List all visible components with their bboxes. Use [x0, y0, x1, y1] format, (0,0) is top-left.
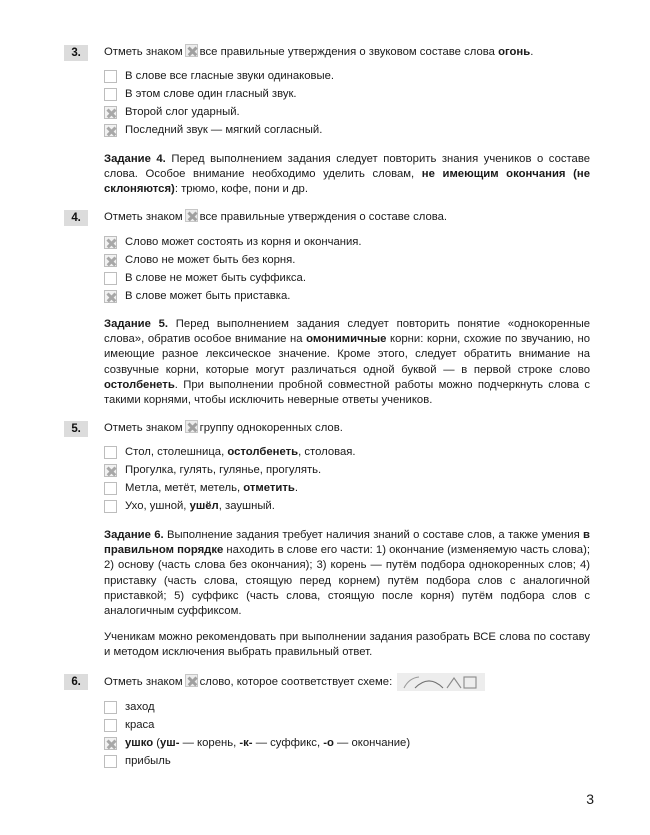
option-root-morpheme: уш- [160, 736, 180, 749]
option-text-post: , столовая. [298, 446, 356, 459]
task-3-prompt-text-after: все правильные утверждения о звуковом составе слова [199, 46, 495, 58]
option-text-bold: остолбенеть [227, 446, 299, 459]
checkbox-unchecked[interactable] [104, 70, 117, 83]
checkbox-unchecked[interactable] [104, 719, 117, 732]
task-5-prompt-text-before: Отметь знаком [104, 422, 183, 435]
explanation-title: Задание 4. [104, 152, 166, 165]
option-ending-morpheme: -о [323, 736, 334, 749]
task-5 [60, 420, 590, 515]
task-6-prompt [104, 673, 590, 691]
option-text-post: . [294, 482, 298, 495]
option-label: Слово может состоять из корня и окончания. [125, 235, 362, 248]
checkbox-checked[interactable] [104, 106, 117, 119]
explanation-title: Задание 5. [104, 318, 169, 331]
checkbox-unchecked[interactable] [104, 500, 117, 513]
x-mark-icon [185, 209, 198, 222]
task-6-prompt-text-before: Отметь знаком [104, 675, 183, 688]
option-label: краса [125, 718, 155, 731]
option-label [117, 445, 356, 461]
option-root-desc: — корень, [179, 736, 240, 749]
task-3 [60, 44, 590, 139]
root-arc-icon [415, 681, 443, 688]
option-label: В слове все гласные звуки одинаковые. [125, 70, 335, 83]
option-label: В слове не может быть суффикса. [125, 271, 306, 284]
task-6 [60, 673, 590, 770]
task-3-option-1[interactable] [104, 69, 590, 85]
explanation-bold-2: остолбенеть [104, 378, 175, 391]
explanation-task-5 [104, 317, 590, 408]
option-label: заход [125, 700, 155, 713]
checkbox-checked[interactable] [104, 464, 117, 477]
task-3-option-3[interactable] [104, 105, 590, 121]
option-paren-open: ( [153, 736, 161, 749]
explanation-note: Ученикам можно рекомендовать при выполнении задания разобрать ВСЕ слова по составу и методом исключения выбрать правильный ответ. [104, 631, 590, 659]
option-label: В этом слове один гласный звук. [125, 88, 297, 101]
option-text-pre: Ухо, ушной, [125, 500, 190, 513]
task-3-prompt-word: огонь [498, 46, 531, 58]
task-number-badge-3: 3. [64, 45, 88, 61]
explanation-part-2: находить в слове его части: 1) окончание (изменяемую часть слова); 2) основу (часть слова без окончания); 3) корень — путём подбора однокоренных слов; 4) приставку (часть слова, стоящую перед корнем) путём подбора слов с аналогичной приставкой; 5) суффикс (часть слова, стоящую после корня) путём подбора слов с аналогичным суффиксом. [104, 544, 590, 617]
task-4-options [104, 235, 590, 305]
task-5-option-4[interactable] [104, 499, 590, 515]
task-4-option-2[interactable] [104, 253, 590, 269]
task-6-option-3[interactable] [104, 736, 590, 752]
checkbox-unchecked[interactable] [104, 446, 117, 459]
ending-square-icon [464, 677, 476, 688]
option-label: В слове может быть приставка. [125, 289, 291, 302]
option-word: ушко [125, 736, 154, 749]
task-6-option-2[interactable] [104, 718, 590, 734]
task-number-badge-5: 5. [64, 421, 88, 437]
explanation-title: Задание 6. [104, 528, 164, 541]
checkbox-unchecked[interactable] [104, 272, 117, 285]
morpheme-scheme [397, 673, 485, 691]
option-label [117, 481, 298, 497]
task-number-badge-6: 6. [64, 674, 88, 690]
task-3-prompt [104, 44, 590, 60]
explanation-part-2: : трюмо, кофе, пони и др. [174, 183, 308, 196]
option-label: Последний звук — мягкий согласный. [125, 124, 323, 137]
option-text-post: , заушный. [218, 500, 275, 513]
task-3-option-4[interactable] [104, 123, 590, 139]
explanation-task-4 [104, 152, 590, 198]
task-3-option-2[interactable] [104, 87, 590, 103]
explanation-bold-1: омонимичные [306, 333, 387, 346]
x-mark-icon [185, 44, 198, 57]
task-4-option-3[interactable] [104, 271, 590, 287]
option-label [117, 736, 410, 752]
task-4-option-1[interactable] [104, 235, 590, 251]
explanation-task-6 [104, 528, 590, 619]
option-label [117, 463, 321, 479]
task-4-prompt-text-after: все правильные утверждения о составе слова. [199, 211, 448, 224]
explanation-part-1: Перед выполнением задания следует повторить знания учеников о составе слова. Особое внимание необходимо уделить словам, [104, 152, 590, 180]
option-ending-desc: — окончание) [333, 736, 411, 749]
option-text-pre: Прогулка, гулять, гулянье, прогулять. [125, 464, 322, 477]
checkbox-unchecked[interactable] [104, 88, 117, 101]
checkbox-unchecked[interactable] [104, 755, 117, 768]
task-3-prompt-period: . [530, 46, 534, 58]
task-3-prompt-text-before: Отметь знаком [104, 46, 183, 58]
checkbox-checked[interactable] [104, 737, 117, 750]
option-text-pre: Метла, метёт, метель, [125, 482, 244, 495]
checkbox-checked[interactable] [104, 254, 117, 267]
option-label: Второй слог ударный. [125, 106, 240, 119]
x-mark-icon [185, 674, 198, 687]
explanation-part-1: Перед выполнением задания следует повторить понятие «однокоренные слова», обратив особое внимание на [104, 318, 590, 346]
suffix-caret-icon [447, 678, 461, 688]
explanation-part-3: . При выполнении пробной совместной работы можно подчеркнуть слова с такими корнями, чтобы исключить неверные ответы учеников. [104, 378, 590, 407]
option-suffix-desc: — суффикс, [252, 736, 324, 749]
task-3-options [104, 69, 590, 139]
checkbox-checked[interactable] [104, 124, 117, 137]
checkbox-checked[interactable] [104, 236, 117, 249]
task-6-options [104, 700, 590, 770]
checkbox-unchecked[interactable] [104, 701, 117, 714]
task-5-option-3[interactable] [104, 481, 590, 497]
task-number-badge-4: 4. [64, 210, 88, 226]
task-6-option-1[interactable] [104, 700, 590, 716]
morpheme-scheme-svg [402, 675, 480, 690]
explanation-bold-1: в правильном порядке [104, 528, 590, 557]
task-5-option-2[interactable] [104, 463, 590, 479]
task-4-prompt [104, 209, 590, 225]
option-label [117, 499, 275, 515]
task-5-option-1[interactable] [104, 445, 590, 461]
checkbox-unchecked[interactable] [104, 482, 117, 495]
task-5-options [104, 445, 590, 515]
task-6-option-4[interactable] [104, 754, 590, 770]
option-label: Слово не может быть без корня. [125, 253, 296, 266]
option-text-pre: Стол, столешница, [125, 446, 228, 459]
checkbox-checked[interactable] [104, 290, 117, 303]
explanation-part-1: Выполнение задания требует наличия знаний о составе слов, а также умения [163, 528, 584, 541]
option-label: прибыль [125, 754, 171, 767]
option-text-bold: отметить [243, 482, 295, 495]
option-text-bold: ушёл [189, 500, 219, 513]
task-5-prompt [104, 420, 590, 436]
x-mark-icon [185, 420, 198, 433]
task-6-prompt-text-after: слово, которое соответствует схеме: [199, 675, 393, 688]
explanation-part-2: корни: корни, схожие по звучанию, но имеющие разное лексическое значение. Кроме этого, следует обратить внимание на созвучные корни, которые могут различаться одной буквой — в первой строке слово [104, 333, 590, 376]
page-number: 3 [586, 791, 594, 807]
option-suffix-morpheme: -к- [239, 736, 253, 749]
task-4-option-4[interactable] [104, 289, 590, 305]
task-4-prompt-text-before: Отметь знаком [104, 211, 183, 224]
task-5-prompt-text-after: группу однокоренных слов. [199, 422, 343, 435]
explanation-bold-1: не имеющим окончания (не склоняются) [104, 167, 590, 196]
task-4 [60, 209, 590, 304]
